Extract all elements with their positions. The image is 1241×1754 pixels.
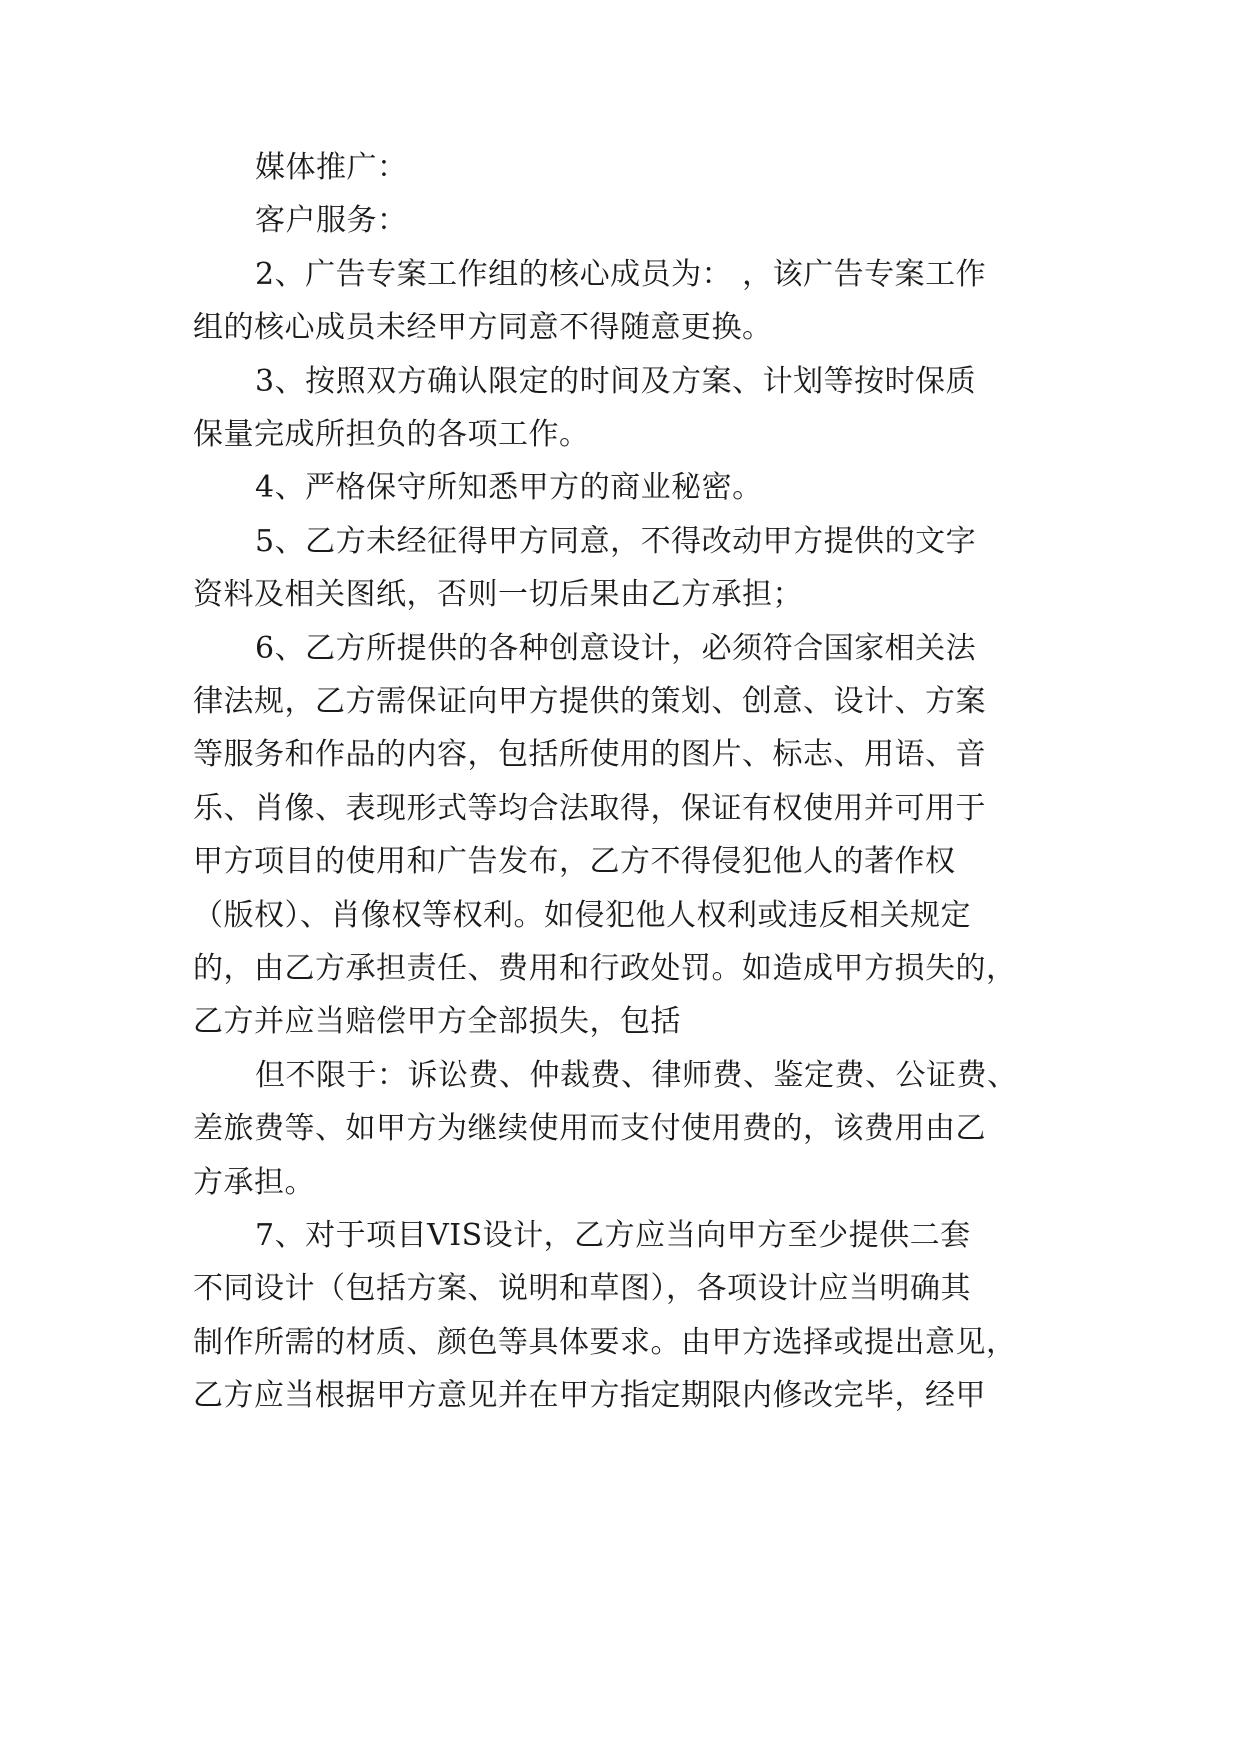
text-line-item-7-cont-3: 乙方应当根据甲方意见并在甲方指定期限内修改完毕，经甲 xyxy=(193,1378,986,1413)
text-line-item-5-cont: 资料及相关图纸，否则一切后果由乙方承担； xyxy=(193,577,803,612)
text-line-item-6-cont-1: 律法规，乙方需保证向甲方提供的策划、创意、设计、方案 xyxy=(193,684,986,719)
text-line-item-2: 2、广告专案工作组的核心成员为： ，该广告专案工作 xyxy=(255,257,987,292)
text-line-item-6-cont-7: 乙方并应当赔偿甲方全部损失，包括 xyxy=(193,1004,681,1039)
text-line-customer-service: 客户服务： xyxy=(255,203,408,238)
text-line-item-6-cont-5: （版权）、肖像权等权利。如侵犯他人权利或违反相关规定 xyxy=(193,898,971,933)
text-line-item-6: 6、乙方所提供的各种创意设计，必须符合国家相关法 xyxy=(255,631,977,666)
text-line-item-3: 3、按照双方确认限定的时间及方案、计划等按时保质 xyxy=(255,364,977,399)
text-line-item-4: 4、严格保守所知悉甲方的商业秘密。 xyxy=(255,470,763,505)
text-line-not-limited-to: 但不限于：诉讼费、仲裁费、律师费、鉴定费、公证费、 xyxy=(255,1058,1018,1093)
text-line-item-6-cont-6: 的，由乙方承担责任、费用和行政处罚。如造成甲方损失的， xyxy=(193,951,1017,986)
text-line-item-5: 5、乙方未经征得甲方同意，不得改动甲方提供的文字 xyxy=(255,524,977,559)
text-line-item-6-cont-4: 甲方项目的使用和广告发布，乙方不得侵犯他人的著作权 xyxy=(193,844,956,879)
text-line-item-2-cont: 组的核心成员未经甲方同意不得随意更换。 xyxy=(193,310,773,345)
text-line-not-limited-to-cont-1: 差旅费等、如甲方为继续使用而支付使用费的，该费用由乙 xyxy=(193,1111,986,1146)
text-line-not-limited-to-cont-2: 方承担。 xyxy=(193,1165,315,1200)
text-line-item-7-cont-2: 制作所需的材质、颜色等具体要求。由甲方选择或提出意见， xyxy=(193,1325,1017,1360)
text-line-item-6-cont-3: 乐、肖像、表现形式等均合法取得，保证有权使用并可用于 xyxy=(193,791,986,826)
text-line-item-7: 7、对于项目VIS设计，乙方应当向甲方至少提供二套 xyxy=(255,1218,971,1253)
text-line-item-7-cont-1: 不同设计（包括方案、说明和草图），各项设计应当明确其 xyxy=(193,1271,971,1306)
text-line-item-6-cont-2: 等服务和作品的内容，包括所使用的图片、标志、用语、音 xyxy=(193,737,986,772)
text-line-media-promotion: 媒体推广： xyxy=(255,150,408,185)
text-line-item-3-cont: 保量完成所担负的各项工作。 xyxy=(193,417,590,452)
